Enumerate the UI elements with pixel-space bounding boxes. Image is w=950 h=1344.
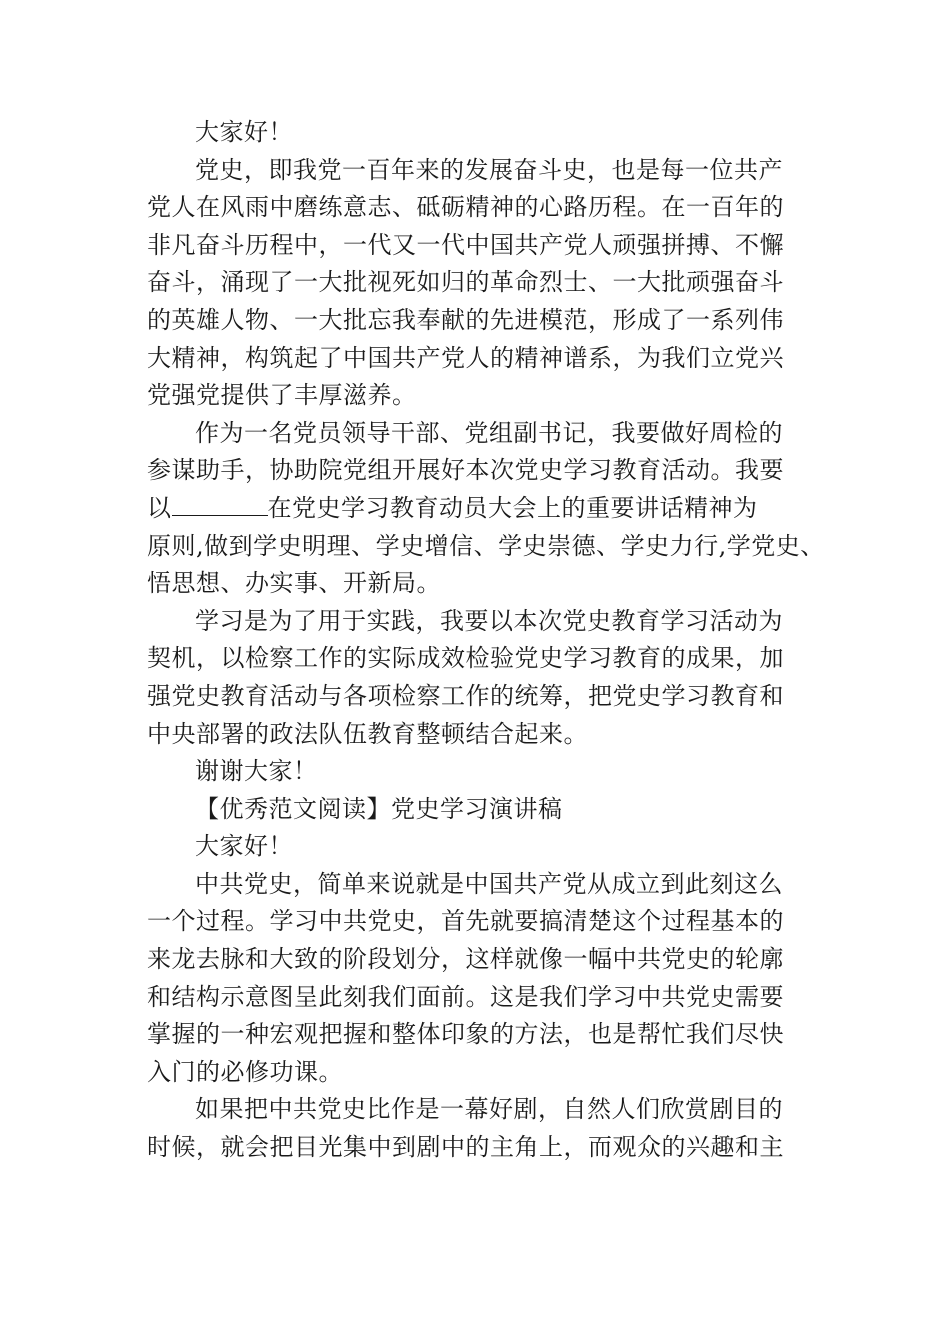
text-line: 原则,做到学史明理、学史增信、学史崇德、学史力行,学党史、 bbox=[147, 531, 825, 560]
text-line-with-blank bbox=[147, 490, 827, 528]
paragraph-drama-metaphor bbox=[147, 1091, 827, 1166]
text-fragment: 以 bbox=[147, 493, 172, 522]
text-line: 来龙去脉和大致的阶段划分，这样就像一幅中共党史的轮廓 bbox=[147, 945, 784, 974]
text-line: 掌握的一种宏观把握和整体印象的方法，也是帮忙我们尽快 bbox=[147, 1020, 784, 1049]
text-line: 的英雄人物、一大批忘我奉献的先进模范，形成了一系列伟 bbox=[147, 305, 784, 334]
text-line: 大精神，构筑起了中国共产党人的精神谱系，为我们立党兴 bbox=[147, 343, 784, 372]
text-line: 一个过程。学习中共党史，首先就要搞清楚这个过程基本的 bbox=[147, 907, 784, 936]
text-line: 入门的必修功课。 bbox=[147, 1057, 343, 1086]
paragraph-practice bbox=[147, 603, 827, 753]
text-line: 参谋助手，协助院党组开展好本次党史学习教育活动。我要 bbox=[147, 456, 784, 485]
text-line: 悟思想、办实事、开新局。 bbox=[147, 569, 441, 598]
text-line: 奋斗，涌现了一大批视死如归的革命烈士、一大批顽强奋斗 bbox=[147, 268, 784, 297]
text-line: 强党史教育活动与各项检察工作的统筹，把党史学习教育和 bbox=[147, 681, 784, 710]
paragraph-role bbox=[147, 415, 827, 603]
text-line: 谢谢大家！ bbox=[195, 757, 318, 786]
paragraph-greeting-1 bbox=[147, 114, 827, 152]
text-line: 作为一名党员领导干部、党组副书记，我要做好周检的 bbox=[195, 418, 783, 447]
section-heading bbox=[147, 791, 827, 829]
fill-in-blank bbox=[172, 495, 268, 516]
text-line: 党人在风雨中磨练意志、砥砺精神的心路历程。在一百年的 bbox=[147, 193, 784, 222]
text-line: 和结构示意图呈此刻我们面前。这是我们学习中共党史需要 bbox=[147, 982, 784, 1011]
text-line: 中共党史，简单来说就是中国共产党从成立到此刻这么 bbox=[195, 869, 783, 898]
paragraph-greeting-2 bbox=[147, 828, 827, 866]
text-line: 学习是为了用于实践，我要以本次党史教育学习活动为 bbox=[195, 606, 783, 635]
text-line: 如果把中共党史比作是一幕好剧，自然人们欣赏剧目的 bbox=[195, 1095, 783, 1124]
text-line: 中央部署的政法队伍教育整顿结合起来。 bbox=[147, 719, 588, 748]
text-line: 大家好！ bbox=[195, 118, 293, 146]
text-line: 契机，以检察工作的实际成效检验党史学习教育的成果，加 bbox=[147, 644, 784, 673]
text-line: 党史，即我党一百年来的发展奋斗史，也是每一位共产 bbox=[195, 155, 783, 184]
text-line: 时候，就会把目光集中到剧中的主角上，而观众的兴趣和主 bbox=[147, 1133, 784, 1162]
text-line: 党强党提供了丰厚滋养。 bbox=[147, 381, 417, 410]
paragraph-thanks bbox=[147, 753, 827, 791]
paragraph-party-history bbox=[147, 152, 827, 415]
text-line: 非凡奋斗历程中，一代又一代中国共产党人顽强拼搏、不懈 bbox=[147, 230, 784, 259]
text-fragment: 在党史学习教育动员大会上的重要讲话精神为 bbox=[267, 493, 758, 522]
paragraph-cpc-history bbox=[147, 866, 827, 1092]
text-line: 大家好！ bbox=[195, 832, 293, 861]
text-line: 【优秀范文阅读】党史学习演讲稿 bbox=[195, 794, 563, 823]
document-body bbox=[147, 114, 827, 1167]
